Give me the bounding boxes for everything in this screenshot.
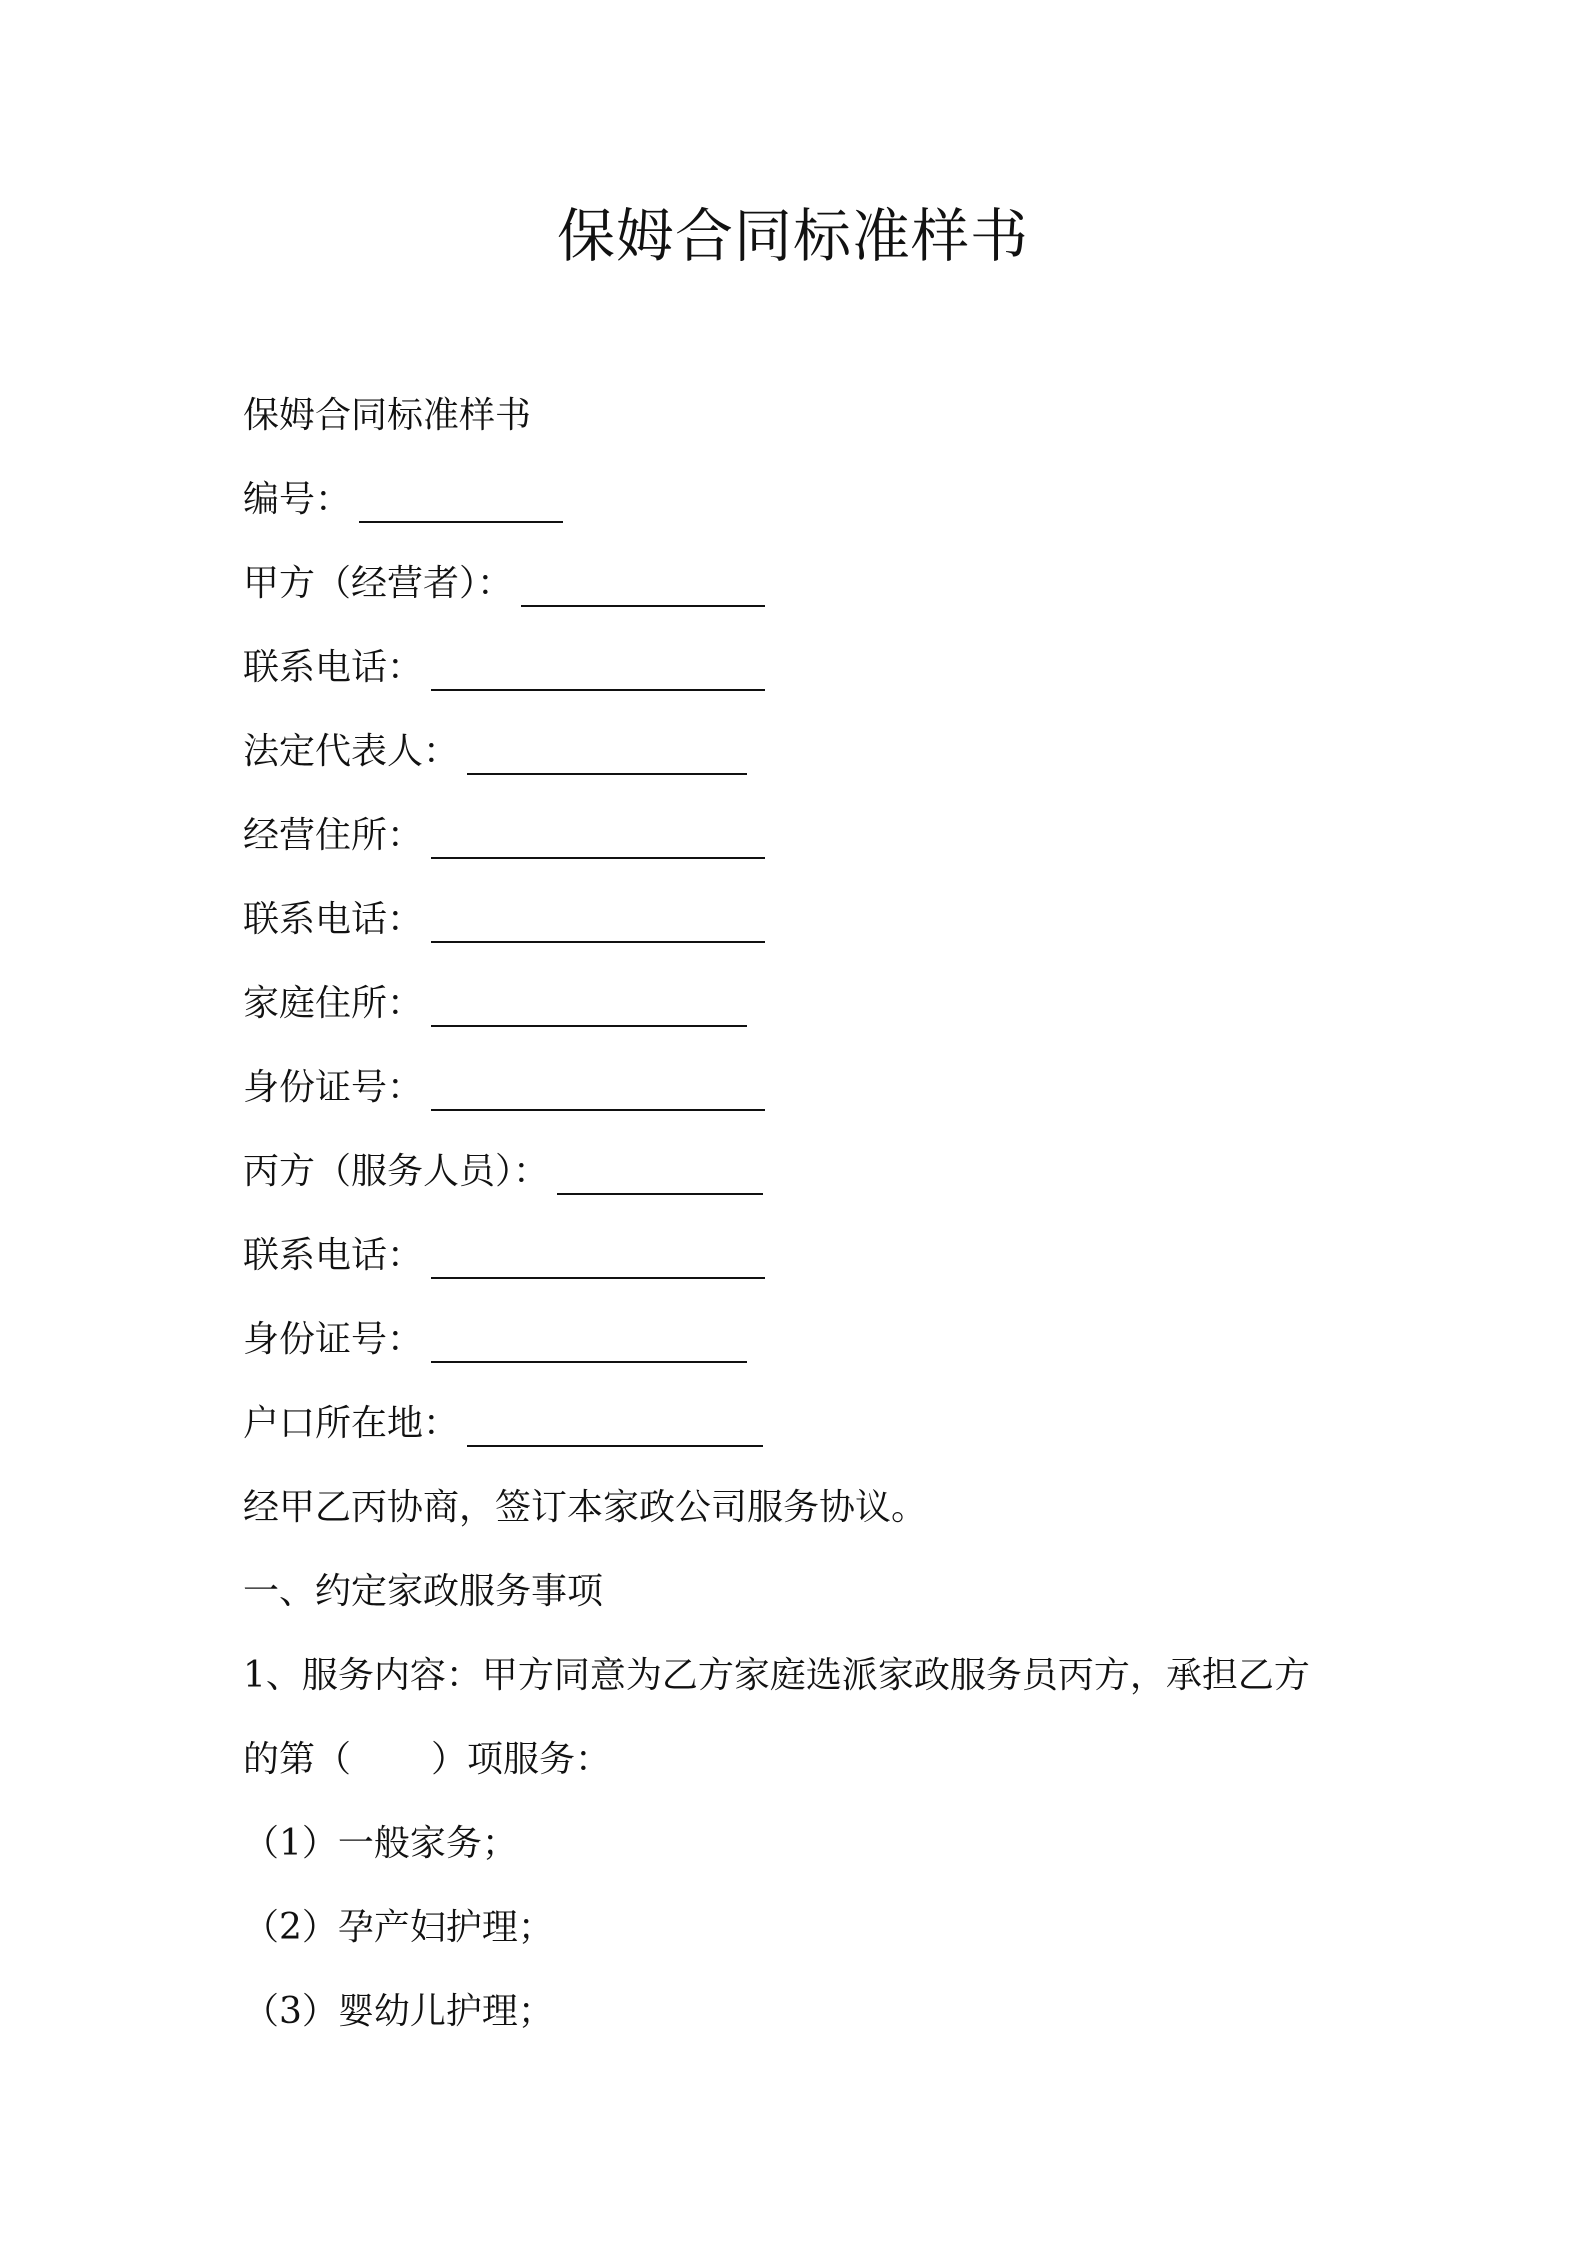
section-heading: 一、约定家政服务事项 [243,1570,604,1612]
field-party-c-id [243,1294,1393,1378]
service-item-text: （2）孕产妇护理； [243,1906,554,1948]
service-item-text: （1）一般家务； [243,1822,518,1864]
service-item [243,1966,1393,2050]
clause-text: 1、服务内容：甲方同意为乙方家庭选派家政服务员丙方，承担乙方 [243,1654,1310,1696]
blank-line [359,481,563,523]
field-phone-2 [243,874,1393,958]
service-item [243,1798,1393,1882]
field-label: 身份证号： [243,1066,424,1108]
blank-line [431,817,765,859]
field-party-c-phone [243,1210,1393,1294]
field-label: 家庭住所： [243,982,424,1024]
field-label: 户口所在地： [243,1402,460,1444]
blank-line [431,985,747,1027]
blank-line [467,1405,763,1447]
field-label: 法定代表人： [243,730,460,772]
field-household-registration [243,1378,1393,1462]
agreement-text: 经甲乙丙协商，签订本家政公司服务协议。 [243,1486,928,1528]
blank-line [557,1153,763,1195]
blank-line [521,565,765,607]
subtitle-line [243,370,1393,454]
field-label: 丙方（服务人员）： [243,1150,550,1192]
field-label: 联系电话： [243,1234,424,1276]
field-contract-number [243,454,1393,538]
field-label: 编号： [243,478,352,520]
field-label: 身份证号： [243,1318,424,1360]
blank-line [431,649,765,691]
field-id-number [243,1042,1393,1126]
contract-body [243,370,1393,2050]
service-item-text: （3）婴幼儿护理； [243,1990,554,2032]
blank-line [431,1237,765,1279]
field-legal-representative [243,706,1393,790]
clause-1-line-2 [243,1714,1393,1798]
clause-text-prefix: 的第（ [243,1738,352,1780]
service-item [243,1882,1393,1966]
blank-line [467,733,747,775]
blank-line [431,1321,747,1363]
agreement-statement [243,1462,1393,1546]
field-business-address [243,790,1393,874]
field-label: 甲方（经营者）： [243,562,514,604]
blank-line [431,901,765,943]
field-party-c [243,1126,1393,1210]
subtitle: 保姆合同标准样书 [243,394,532,436]
blank-line [431,1069,765,1111]
field-label: 联系电话： [243,898,424,940]
field-party-a-phone [243,622,1393,706]
document-title: 保姆合同标准样书 [556,202,1029,270]
clause-text-suffix: ）项服务： [431,1738,612,1780]
section-heading-line [243,1546,1393,1630]
field-label: 联系电话： [243,646,424,688]
clause-1-line-1 [243,1630,1393,1714]
field-party-a [243,538,1393,622]
field-label: 经营住所： [243,814,424,856]
field-home-address [243,958,1393,1042]
